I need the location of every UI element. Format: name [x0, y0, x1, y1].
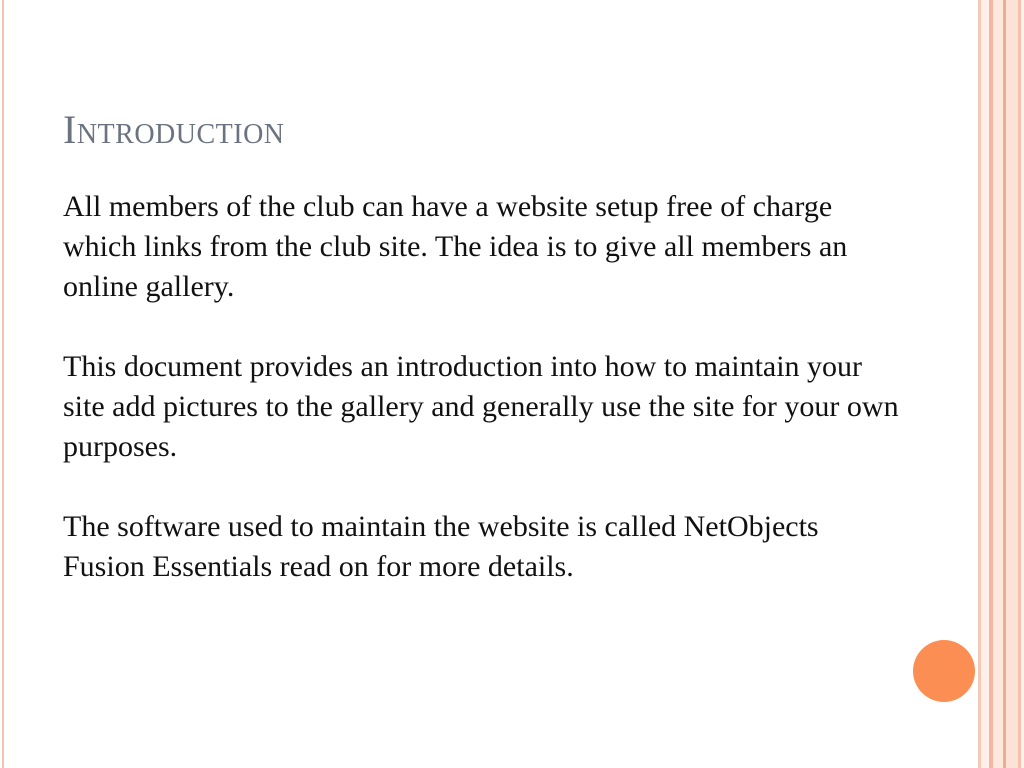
orange-circle-decoration	[913, 640, 975, 702]
stripe	[993, 0, 1003, 768]
right-decorative-stripes	[978, 0, 1024, 768]
stripe	[981, 0, 989, 768]
stripe	[1006, 0, 1018, 768]
paragraph: All members of the club can have a website setup free of charge which links from the club site. The idea is to give all members an online gallery.	[63, 190, 848, 303]
left-border-line	[2, 0, 4, 768]
slide-title: Introduction	[63, 107, 285, 152]
slide-body	[63, 187, 903, 627]
paragraph: The software used to maintain the website is called NetObjects Fusion Essentials read on for more details.	[63, 510, 819, 583]
paragraph: This document provides an introduction into how to maintain your site add pictures to the gallery and generally use the site for your own purposes.	[63, 350, 899, 463]
